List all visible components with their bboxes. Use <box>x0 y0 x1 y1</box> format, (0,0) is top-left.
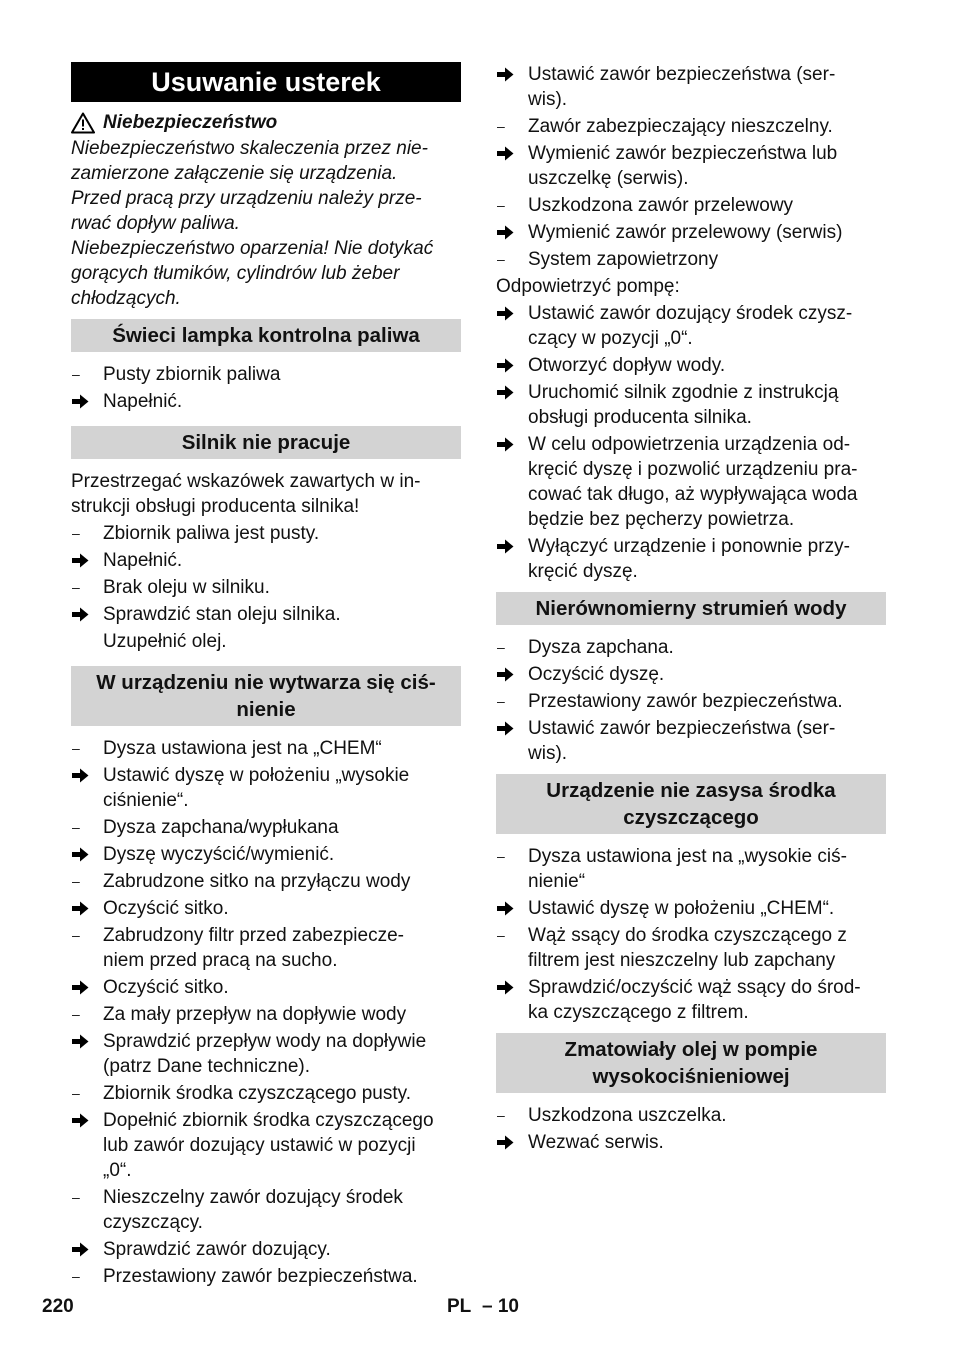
danger-line: rwać dopływ paliwa. <box>71 213 240 234</box>
warning-triangle-icon <box>71 112 95 134</box>
item-text <box>103 548 461 573</box>
text-line: Dysza zapchana/wypłukana <box>103 817 339 838</box>
text-line: Sprawdzić przepływ wody na dopływie <box>103 1031 427 1052</box>
item-text <box>103 1002 461 1027</box>
item-text <box>103 575 461 600</box>
arrow-right-icon <box>496 980 514 995</box>
cause-item <box>496 114 886 139</box>
text-line: Napełnić. <box>103 550 183 571</box>
text-line: Ustawić dyszę w położeniu „CHEM“. <box>528 898 835 919</box>
action-item <box>496 380 886 430</box>
item-text <box>528 716 886 766</box>
danger-line: zamierzone załączenie się urządzenia. <box>71 163 398 184</box>
dash-bullet: – <box>72 873 80 889</box>
text-line: wis). <box>528 89 568 110</box>
item-text <box>528 1130 886 1155</box>
sub-page-number: – 10 <box>482 1296 519 1317</box>
text-line: Urządzenie nie zasysa środka <box>546 779 836 802</box>
item-text <box>103 602 461 627</box>
text-line: Ustawić zawór bezpieczeństwa (ser- <box>528 64 836 85</box>
arrow-right-icon <box>496 667 514 682</box>
dash-bullet: – <box>497 639 505 655</box>
text-line: Sprawdzić/oczyścić wąż ssący do środ- <box>528 977 861 998</box>
item-text <box>528 141 886 191</box>
section-heading-cloudy-oil <box>496 1033 886 1093</box>
dash-bullet: – <box>497 927 505 943</box>
item-text <box>528 432 886 532</box>
text-line: Wymienić zawór bezpieczeństwa lub <box>528 143 838 164</box>
text-line: Wymienić zawór przelewowy (serwis) <box>528 222 843 243</box>
text-line: Sprawdzić zawór dozujący. <box>103 1239 331 1260</box>
dash-bullet: – <box>72 1268 80 1284</box>
text-line: Pusty zbiornik paliwa <box>103 364 281 385</box>
item-text <box>528 193 886 218</box>
danger-text <box>71 136 461 311</box>
text-line: Nierównomierny strumień wody <box>535 597 847 620</box>
action-item <box>71 1237 461 1262</box>
item-text <box>103 389 461 414</box>
dash-bullet: – <box>497 251 505 267</box>
text-line: Zmatowiały olej w pompie <box>564 1038 818 1061</box>
text-line: Silnik nie pracuje <box>181 431 351 454</box>
text-line: Otworzyć dopływ wody. <box>528 355 726 376</box>
text-line: nienie <box>236 698 296 721</box>
action-item <box>496 432 886 532</box>
text-line: Zabrudzone sitko na przyłączu wody <box>103 871 411 892</box>
cause-item <box>71 575 461 600</box>
text-line: „0“. <box>103 1160 132 1181</box>
text-line: Ustawić zawór dozujący środek czysz- <box>528 303 853 324</box>
text-line: Uszkodzona uszczelka. <box>528 1105 727 1126</box>
text-line: nienie“ <box>528 871 586 892</box>
item-text <box>528 635 886 660</box>
text-line: Świeci lampka kontrolna paliwa <box>112 324 420 347</box>
arrow-right-icon <box>71 1242 89 1257</box>
cause-item <box>71 869 461 894</box>
item-text <box>103 362 461 387</box>
text-line: wis). <box>528 743 568 764</box>
action-item <box>71 1029 461 1079</box>
section-list-irregular-jet <box>496 635 886 766</box>
section-list-no-pressure <box>71 736 461 1289</box>
section-list-engine <box>71 521 461 627</box>
action-item <box>496 975 886 1025</box>
item-text <box>528 220 886 245</box>
section-list-no-pressure-continued <box>496 62 886 272</box>
danger-heading <box>71 110 461 136</box>
text-line: będzie bez pęcherzy powietrza. <box>528 509 795 530</box>
item-text <box>103 1029 461 1079</box>
item-text <box>528 62 886 112</box>
cause-item <box>71 736 461 761</box>
text-line: uszczelkę (serwis). <box>528 168 689 189</box>
text-line: obsługi producenta silnika. <box>528 407 752 428</box>
text-line: Napełnić. <box>103 391 183 412</box>
text-line: System zapowietrzony <box>528 249 719 270</box>
item-text <box>528 114 886 139</box>
section-list-no-detergent <box>496 844 886 1025</box>
dash-bullet: – <box>497 848 505 864</box>
text-line: Brak oleju w silniku. <box>103 577 270 598</box>
text-line: Zawór zabezpieczający nieszczelny. <box>528 116 833 137</box>
dash-bullet: – <box>72 819 80 835</box>
text-line: Wyłączyć urządzenie i ponownie przy- <box>528 536 850 557</box>
sub-intro: Odpowietrzyć pompę: <box>496 276 680 297</box>
dash-bullet: – <box>497 197 505 213</box>
action-item <box>496 220 886 245</box>
text-line: Dysza ustawiona jest na „CHEM“ <box>103 738 382 759</box>
item-text <box>528 923 886 973</box>
cause-item <box>496 247 886 272</box>
text-line: Przestrzegać wskazówek zawartych w in- <box>71 471 421 492</box>
action-item <box>496 353 886 378</box>
section-heading-no-pressure <box>71 666 461 726</box>
text-line: Oczyścić dyszę. <box>528 664 665 685</box>
text-line: Dysza zapchana. <box>528 637 674 658</box>
dash-bullet: – <box>497 118 505 134</box>
cause-item <box>71 1185 461 1235</box>
action-item <box>496 1130 886 1155</box>
danger-line: gorących tłumików, cylindrów lub żeber <box>71 263 400 284</box>
section-list-deaeration <box>496 301 886 584</box>
dash-bullet: – <box>497 1107 505 1123</box>
text-line: Zbiornik paliwa jest pusty. <box>103 523 320 544</box>
section-heading-no-detergent <box>496 774 886 834</box>
arrow-right-icon <box>496 358 514 373</box>
action-item <box>71 1108 461 1183</box>
text-line: ciśnienie“. <box>103 790 189 811</box>
action-item <box>496 301 886 351</box>
cause-item <box>71 362 461 387</box>
text-line: cować tak długo, aż wypływająca woda <box>528 484 858 505</box>
action-item <box>71 975 461 1000</box>
arrow-right-icon <box>496 146 514 161</box>
page-title: Usuwanie usterek <box>71 62 461 102</box>
cause-item <box>496 1103 886 1128</box>
item-text <box>103 975 461 1000</box>
dash-bullet: – <box>72 927 80 943</box>
page-number: 220 <box>42 1296 74 1317</box>
section-list-cloudy-oil <box>496 1103 886 1155</box>
dash-bullet: – <box>72 1006 80 1022</box>
danger-line: Przed pracą przy urządzeniu należy prze- <box>71 188 422 209</box>
arrow-right-icon <box>496 306 514 321</box>
cause-item <box>496 193 886 218</box>
arrow-right-icon <box>496 385 514 400</box>
item-text <box>528 380 886 430</box>
section-heading-irregular-jet <box>496 592 886 625</box>
text-line: lub zawór dozujący ustawić w pozycji <box>103 1135 416 1156</box>
text-line: Ustawić dyszę w położeniu „wysokie <box>103 765 410 786</box>
item-text <box>103 896 461 921</box>
cause-item <box>71 1264 461 1289</box>
text-line: Przestawiony zawór bezpieczeństwa. <box>103 1266 418 1287</box>
item-text <box>528 662 886 687</box>
arrow-right-icon <box>71 1113 89 1128</box>
action-item <box>71 602 461 627</box>
text-line: Ustawić zawór bezpieczeństwa (ser- <box>528 718 836 739</box>
item-text <box>103 736 461 761</box>
section-intro <box>71 469 461 519</box>
item-text <box>103 815 461 840</box>
text-line: kręcić dyszę. <box>528 561 638 582</box>
dash-bullet: – <box>497 693 505 709</box>
text-line: filtrem jest nieszczelny lub zapchany <box>528 950 836 971</box>
language-code: PL <box>447 1296 472 1317</box>
text-line: Uszkodzona zawór przelewowy <box>528 195 794 216</box>
cause-item <box>71 923 461 973</box>
arrow-right-icon <box>71 394 89 409</box>
text-line: kręcić dyszę i pozwolić urządzeniu pra- <box>528 459 858 480</box>
action-item <box>496 534 886 584</box>
cause-item <box>496 923 886 973</box>
action-item <box>71 842 461 867</box>
item-text <box>528 689 886 714</box>
arrow-right-icon <box>71 607 89 622</box>
dash-bullet: – <box>72 1189 80 1205</box>
dash-bullet: – <box>72 525 80 541</box>
danger-line: chłodzących. <box>71 288 181 309</box>
cause-item <box>71 1002 461 1027</box>
text-line: (patrz Dane techniczne). <box>103 1056 310 1077</box>
dash-bullet: – <box>72 579 80 595</box>
arrow-right-icon <box>496 901 514 916</box>
arrow-right-icon <box>496 225 514 240</box>
item-text <box>528 975 886 1025</box>
right-column <box>496 62 886 1157</box>
arrow-right-icon <box>71 901 89 916</box>
arrow-right-icon <box>496 721 514 736</box>
item-text <box>103 1108 461 1183</box>
left-column <box>71 62 461 1291</box>
item-text <box>103 521 461 546</box>
text-line: Dopełnić zbiornik środka czyszczącego <box>103 1110 434 1131</box>
item-text <box>103 1264 461 1289</box>
section-heading-engine-not-running <box>71 426 461 459</box>
text-line: ka czyszczącego z filtrem. <box>528 1002 749 1023</box>
cause-item <box>71 1081 461 1106</box>
text-line: W celu odpowietrzenia urządzenia od- <box>528 434 851 455</box>
action-item <box>71 896 461 921</box>
arrow-right-icon <box>71 768 89 783</box>
item-text <box>528 534 886 584</box>
arrow-right-icon <box>71 1034 89 1049</box>
cause-item <box>496 689 886 714</box>
text-line: czyszczący. <box>103 1212 203 1233</box>
item-text <box>528 844 886 894</box>
action-item <box>496 62 886 112</box>
danger-heading-text: Niebezpieczeństwo <box>103 112 278 133</box>
text-line: Zbiornik środka czyszczącego pusty. <box>103 1083 411 1104</box>
action-item <box>496 896 886 921</box>
item-text <box>103 1081 461 1106</box>
cause-item <box>496 635 886 660</box>
arrow-right-icon <box>71 980 89 995</box>
arrow-right-icon <box>496 539 514 554</box>
item-text <box>103 842 461 867</box>
text-line: Dyszę wyczyścić/wymienić. <box>103 844 335 865</box>
dash-bullet: – <box>72 740 80 756</box>
cause-item <box>71 521 461 546</box>
list-continuation: Uzupełnić olej. <box>103 631 227 652</box>
arrow-right-icon <box>71 553 89 568</box>
arrow-right-icon <box>71 847 89 862</box>
text-line: Sprawdzić stan oleju silnika. <box>103 604 341 625</box>
text-line: W urządzeniu nie wytwarza się ciś- <box>96 671 436 694</box>
action-item <box>71 763 461 813</box>
cause-item <box>496 844 886 894</box>
item-text <box>103 923 461 973</box>
text-line: strukcji obsługi producenta silnika! <box>71 496 360 517</box>
danger-line: Niebezpieczeństwo skaleczenia przez nie- <box>71 138 428 159</box>
action-item <box>71 389 461 414</box>
arrow-right-icon <box>496 67 514 82</box>
danger-line: Niebezpieczeństwo oparzenia! Nie dotykać <box>71 238 434 259</box>
action-item <box>496 716 886 766</box>
text-line: Przestawiony zawór bezpieczeństwa. <box>528 691 843 712</box>
text-line: niem przed pracą na sucho. <box>103 950 338 971</box>
section-heading-fuel-lamp <box>71 319 461 352</box>
item-text <box>103 763 461 813</box>
text-line: Zabrudzony filtr przed zabezpiecze- <box>103 925 404 946</box>
text-line: Za mały przepływ na dopływie wody <box>103 1004 407 1025</box>
text-line: Oczyścić sitko. <box>103 977 229 998</box>
item-text <box>528 353 886 378</box>
item-text <box>528 301 886 351</box>
text-line: czący w pozycji „0“. <box>528 328 693 349</box>
section-list-fuel-lamp <box>71 362 461 414</box>
action-item <box>71 548 461 573</box>
action-item <box>496 662 886 687</box>
arrow-right-icon <box>496 1135 514 1150</box>
text-line: Wąż ssący do środka czyszczącego z <box>528 925 847 946</box>
item-text <box>103 869 461 894</box>
dash-bullet: – <box>72 1085 80 1101</box>
item-text <box>528 247 886 272</box>
arrow-right-icon <box>496 437 514 452</box>
text-line: Wezwać serwis. <box>528 1132 664 1153</box>
dash-bullet: – <box>72 366 80 382</box>
item-text <box>103 1185 461 1235</box>
cause-item <box>71 815 461 840</box>
item-text <box>528 1103 886 1128</box>
text-line: Uruchomić silnik zgodnie z instrukcją <box>528 382 839 403</box>
action-item <box>496 141 886 191</box>
text-line: Oczyścić sitko. <box>103 898 229 919</box>
text-line: czyszczącego <box>623 806 759 829</box>
text-line: Nieszczelny zawór dozujący środek <box>103 1187 403 1208</box>
item-text <box>103 1237 461 1262</box>
item-text <box>528 896 886 921</box>
text-line: wysokociśnieniowej <box>592 1065 790 1088</box>
text-line: Dysza ustawiona jest na „wysokie ciś- <box>528 846 847 867</box>
